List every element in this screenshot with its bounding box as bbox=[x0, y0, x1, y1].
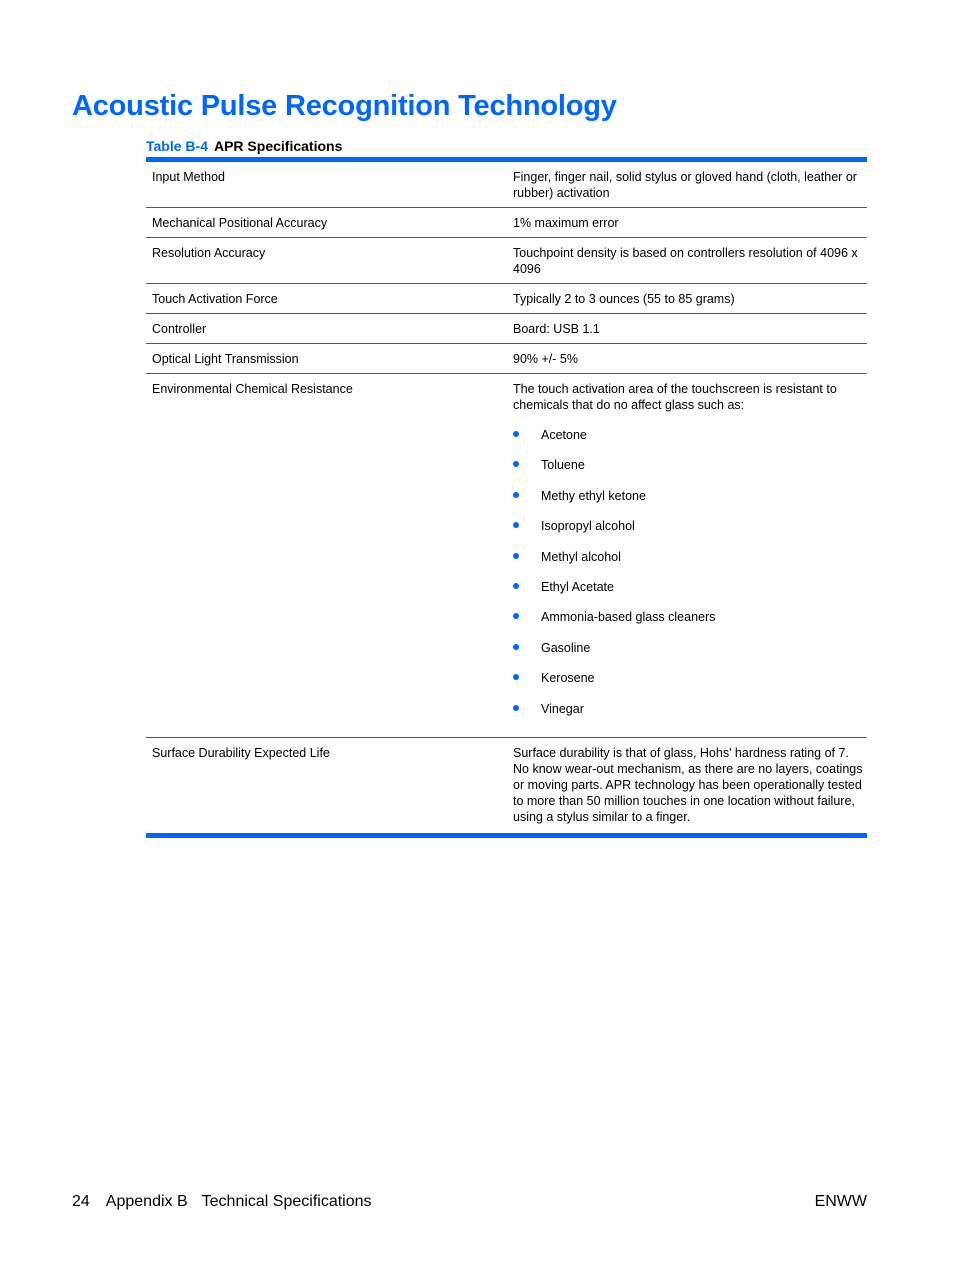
table-row bbox=[146, 344, 867, 374]
footer-appendix: Appendix B bbox=[105, 1193, 188, 1210]
list-item bbox=[513, 457, 863, 487]
list-item-text: Methy ethyl ketone bbox=[541, 488, 646, 503]
bullet-icon bbox=[513, 492, 519, 498]
list-item bbox=[513, 670, 863, 700]
list-item-text: Ethyl Acetate bbox=[541, 579, 614, 594]
spec-label: Environmental Chemical Resistance bbox=[146, 374, 507, 738]
bullet-icon bbox=[513, 613, 519, 619]
table-row bbox=[146, 208, 867, 238]
bullet-icon bbox=[513, 461, 519, 467]
table-row bbox=[146, 314, 867, 344]
list-item bbox=[513, 518, 863, 548]
list-item bbox=[513, 701, 863, 731]
list-item bbox=[513, 640, 863, 670]
spec-value: Typically 2 to 3 ounces (55 to 85 grams) bbox=[507, 284, 867, 314]
list-item bbox=[513, 488, 863, 518]
table-row bbox=[146, 238, 867, 284]
table-caption bbox=[146, 138, 342, 154]
list-item bbox=[513, 549, 863, 579]
table-row bbox=[146, 160, 867, 208]
spec-value-cell bbox=[507, 374, 867, 738]
table-row bbox=[146, 737, 867, 835]
list-item-text: Ammonia-based glass cleaners bbox=[541, 610, 716, 625]
table-caption-number: Table B-4 bbox=[146, 138, 208, 154]
list-item-text: Isopropyl alcohol bbox=[541, 519, 635, 534]
page-footer-left bbox=[72, 1193, 372, 1211]
spec-label: Optical Light Transmission bbox=[146, 344, 507, 374]
page-footer-right: ENWW bbox=[814, 1193, 867, 1210]
spec-value: 1% maximum error bbox=[507, 208, 867, 238]
bullet-icon bbox=[513, 553, 519, 559]
list-item-text: Methyl alcohol bbox=[541, 549, 621, 564]
list-item-text: Acetone bbox=[541, 428, 587, 442]
bullet-icon bbox=[513, 522, 519, 528]
spec-value: Surface durability is that of glass, Hohs' hardness rating of 7. No know wear-out mechanism, as there are no layers, coatings or moving parts. APR technology has been operationally tested to more than 50 million touches in one location without failure, using a stylus similar to a finger. bbox=[513, 745, 863, 824]
list-item bbox=[513, 579, 863, 609]
page-title: Acoustic Pulse Recognition Technology bbox=[72, 90, 617, 122]
spec-label: Touch Activation Force bbox=[146, 284, 507, 314]
bullet-icon bbox=[513, 431, 519, 437]
bullet-icon bbox=[513, 644, 519, 650]
chemical-list bbox=[513, 427, 863, 731]
list-item bbox=[513, 609, 863, 639]
spec-value: Board: USB 1.1 bbox=[507, 314, 867, 344]
spec-label: Surface Durability Expected Life bbox=[152, 745, 330, 760]
spec-label: Resolution Accuracy bbox=[146, 238, 507, 284]
spec-value: The touch activation area of the touchscreen is resistant to chemicals that do no affect glass such as: bbox=[513, 382, 837, 412]
footer-section: Technical Specifications bbox=[201, 1193, 372, 1210]
table-caption-title: APR Specifications bbox=[213, 138, 343, 154]
bullet-icon bbox=[513, 674, 519, 680]
spec-label: Input Method bbox=[146, 160, 507, 208]
bullet-icon bbox=[513, 583, 519, 589]
spec-value: Touchpoint density is based on controllers resolution of 4096 x 4096 bbox=[507, 238, 867, 284]
page-number: 24 bbox=[72, 1193, 90, 1210]
list-item-text: Vinegar bbox=[541, 701, 584, 716]
list-item-text: Kerosene bbox=[541, 671, 595, 686]
spec-value: Finger, finger nail, solid stylus or gloved hand (cloth, leather or rubber) activation bbox=[507, 160, 867, 208]
spec-value: 90% +/- 5% bbox=[507, 344, 867, 374]
list-item-text: Toluene bbox=[541, 458, 585, 473]
list-item bbox=[513, 427, 863, 457]
list-item-text: Gasoline bbox=[541, 640, 591, 655]
bullet-icon bbox=[513, 705, 519, 711]
table-row bbox=[146, 284, 867, 314]
apr-specifications-table bbox=[146, 157, 867, 838]
spec-label: Controller bbox=[146, 314, 507, 344]
table-row bbox=[146, 374, 867, 738]
spec-label: Mechanical Positional Accuracy bbox=[146, 208, 507, 238]
